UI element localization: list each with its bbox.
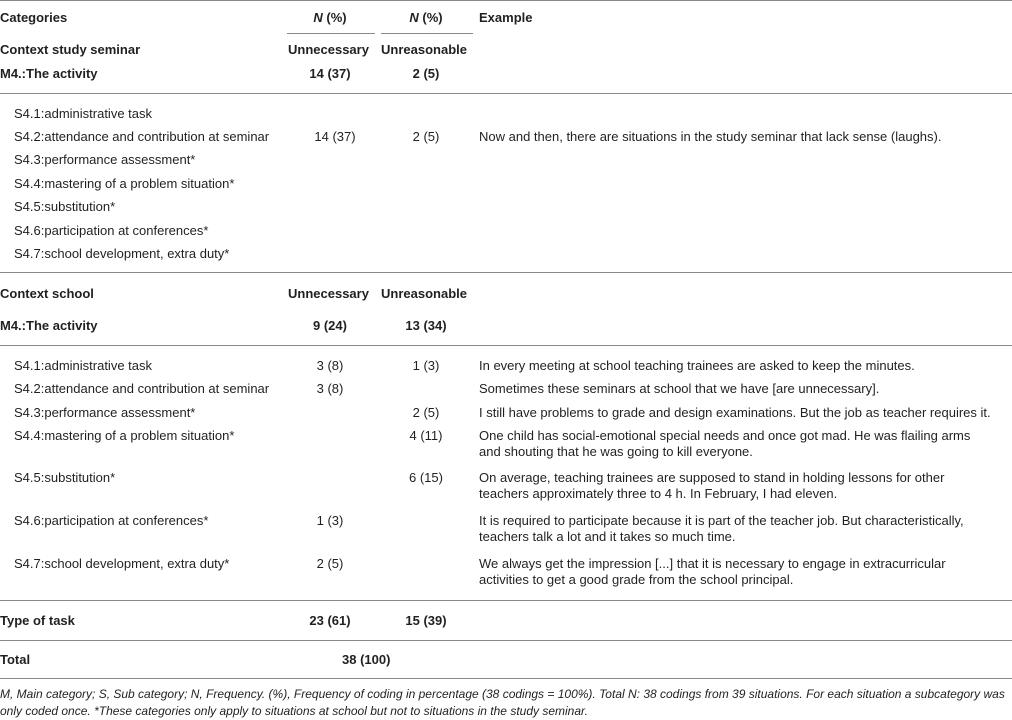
school-main-unnecessary: 9 (24): [313, 318, 347, 333]
school-row-example: One child has social-emotional special needs and once got mad. He was flailing arms and shouting that he was going to kill everyone.: [479, 428, 971, 459]
school-row-label: S4.1:administrative task: [14, 358, 153, 373]
seminar-row-label: S4.2:attendance and contribution at seminar: [14, 129, 270, 144]
table-footnote: M, Main category; S, Sub category; N, Frequency. (%), Frequency of coding in percentage (38 codings = 100%). Total N: 38 codings from 39 situations. For each situation a subcategory was only coded once. *These categories only apply to situations at school but not to situations in the study seminar.: [0, 687, 1005, 718]
header-n-unnecessary: [285, 10, 375, 26]
seminar-row-label: S4.4:mastering of a problem situation*: [14, 176, 235, 191]
type-of-task-unreasonable: 15 (39): [405, 613, 447, 628]
total-label: Total: [0, 652, 31, 667]
seminar-row-label: S4.3:performance assessment*: [14, 152, 196, 167]
header-n-unreasonable: [381, 10, 471, 26]
school-row-example: We always get the impression [...] that it is necessary to engage in extracurricular activities to get a good grade from the school principal.: [479, 556, 946, 587]
seminar-row-label: S4.6:participation at conferences*: [14, 223, 209, 238]
school-row-unreasonable: 4 (11): [409, 428, 443, 443]
school-row-label: S4.5:substitution*: [14, 470, 116, 485]
type-of-task-label: Type of task: [0, 613, 75, 628]
seminar-section-rule: [0, 272, 1012, 273]
seminar-row-unreasonable: 2 (5): [412, 129, 440, 144]
school-section-rule: [0, 600, 1012, 601]
seminar-col-unreasonable: Unreasonable: [381, 42, 467, 57]
school-row-unnecessary: 2 (5): [316, 556, 344, 571]
total-value: 38 (100): [342, 652, 391, 667]
seminar-main-rule: [0, 93, 1012, 94]
seminar-main-category: M4.:The activity: [0, 66, 98, 81]
school-main-category: M4.:The activity: [0, 318, 98, 333]
header-pct: (%): [418, 10, 443, 25]
school-row-example: In every meeting at school teaching trainees are asked to keep the minutes.: [479, 358, 915, 373]
type-of-task-unnecessary: 23 (61): [309, 613, 351, 628]
header-underline-unreasonable: [381, 33, 473, 34]
school-row-example: On average, teaching trainees are supposed to stand in holding lessons for other teachers approximately three to 4 h. In February, I had eleven.: [479, 470, 945, 501]
school-col-unnecessary: Unnecessary: [288, 286, 369, 301]
school-row-unreasonable: 6 (15): [409, 470, 443, 485]
school-row-example: I still have problems to grade and design examinations. But the job as teacher requires it.: [479, 405, 991, 420]
school-row-unnecessary: 3 (8): [316, 381, 344, 396]
header-pct: (%): [322, 10, 347, 25]
school-row-unreasonable: 2 (5): [412, 405, 440, 420]
header-underline-unnecessary: [287, 33, 375, 34]
header-example: Example: [479, 10, 533, 25]
school-row-label: S4.2:attendance and contribution at seminar: [14, 381, 270, 396]
school-row-label: S4.7:school development, extra duty*: [14, 556, 230, 571]
school-row-unreasonable: 1 (3): [412, 358, 440, 373]
seminar-row-example: Now and then, there are situations in the study seminar that lack sense (laughs).: [479, 129, 942, 144]
seminar-row-label: S4.1:administrative task: [14, 106, 153, 121]
seminar-row-label: S4.5:substitution*: [14, 199, 116, 214]
header-n-symbol: N: [409, 10, 419, 25]
school-main-rule: [0, 345, 1012, 346]
seminar-main-unnecessary: 14 (37): [309, 66, 351, 81]
type-of-task-rule: [0, 640, 1012, 641]
school-main-unreasonable: 13 (34): [405, 318, 447, 333]
table-bottom-rule: [0, 678, 1012, 679]
school-row-label: S4.3:performance assessment*: [14, 405, 196, 420]
school-row-unnecessary: 3 (8): [316, 358, 344, 373]
school-col-unreasonable: Unreasonable: [381, 286, 467, 301]
school-row-example: Sometimes these seminars at school that we have [are unnecessary].: [479, 381, 880, 396]
seminar-context-title: Context study seminar: [0, 42, 141, 57]
table-top-rule: [0, 0, 1012, 1]
seminar-col-unnecessary: Unnecessary: [288, 42, 369, 57]
school-row-unnecessary: 1 (3): [316, 513, 344, 528]
school-row-label: S4.4:mastering of a problem situation*: [14, 428, 235, 443]
seminar-row-label: S4.7:school development, extra duty*: [14, 246, 230, 261]
school-row-example: It is required to participate because it is part of the teacher job. But characteristically, teachers talk a lot and it takes so much time.: [479, 513, 964, 544]
header-n-symbol: N: [313, 10, 323, 25]
header-categories: Categories: [0, 10, 68, 25]
school-row-label: S4.6:participation at conferences*: [14, 513, 209, 528]
seminar-row-unnecessary: 14 (37): [314, 129, 356, 144]
seminar-main-unreasonable: 2 (5): [412, 66, 440, 81]
school-context-title: Context school: [0, 286, 94, 301]
